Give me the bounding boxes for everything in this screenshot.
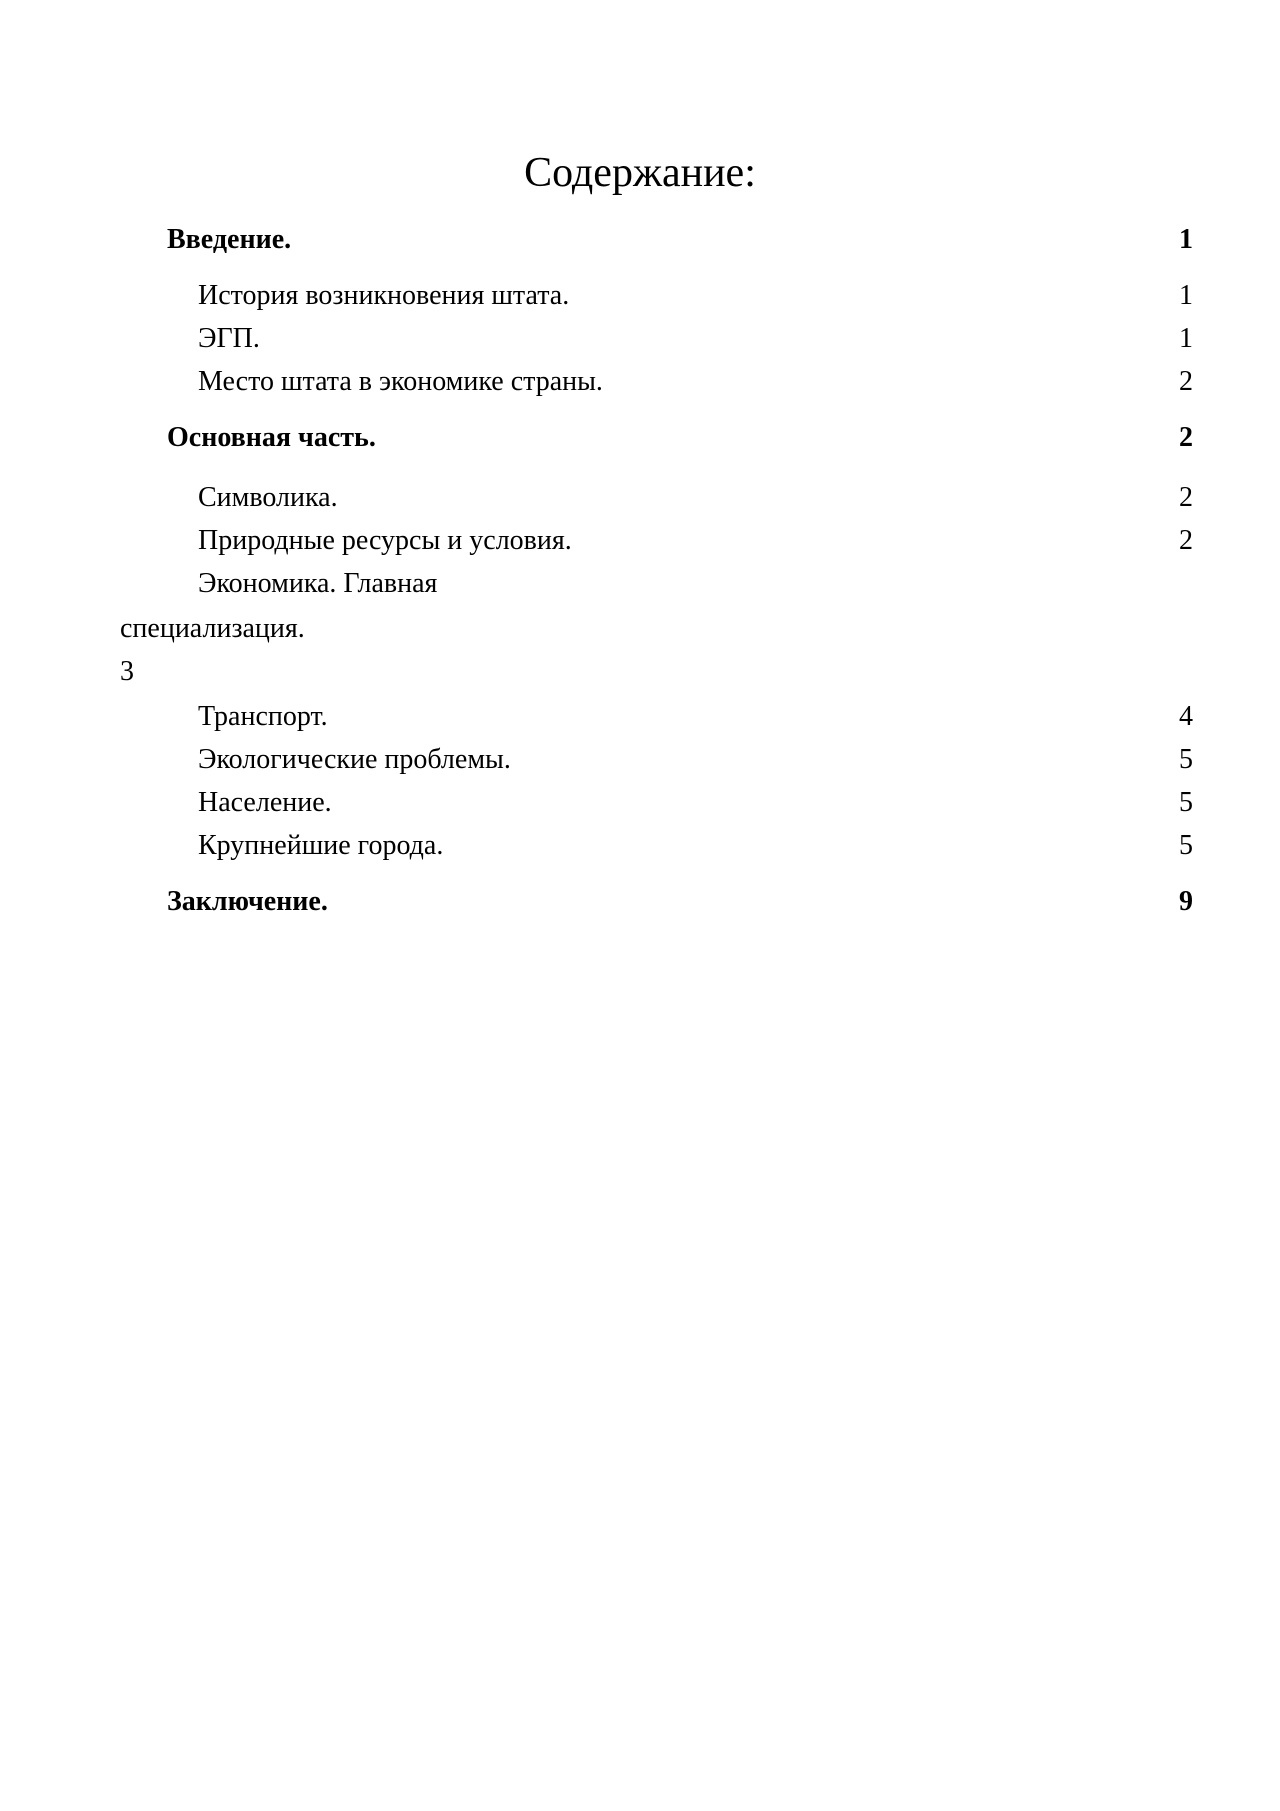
toc-entry-transport: Транспорт. [198, 701, 328, 732]
toc-page-largest-cities: 5 [1179, 830, 1193, 861]
toc-page-symbols: 2 [1179, 482, 1193, 513]
toc-page-introduction: 1 [1179, 224, 1193, 255]
toc-entry-economy-place: Место штата в экономике страны. [198, 366, 603, 397]
toc-entry-introduction: Введение. [167, 224, 292, 255]
toc-entry-population: Население. [198, 787, 332, 818]
toc-page-transport: 4 [1179, 701, 1193, 732]
toc-page-ecology: 5 [1179, 744, 1193, 775]
toc-page-economy: 3 [120, 656, 134, 687]
toc-page-natural-resources: 2 [1179, 525, 1193, 556]
toc-page-main-part: 2 [1179, 422, 1193, 453]
toc-entry-conclusion: Заключение. [167, 886, 328, 917]
toc-entry-egp: ЭГП. [198, 323, 260, 354]
toc-entry-ecology: Экологические проблемы. [198, 744, 511, 775]
toc-entry-symbols: Символика. [198, 482, 338, 513]
toc-entry-economy-continued: специализация. [120, 613, 305, 644]
toc-page-population: 5 [1179, 787, 1193, 818]
toc-page-conclusion: 9 [1179, 886, 1193, 917]
toc-entry-largest-cities: Крупнейшие города. [198, 830, 444, 861]
page-title: Содержание: [524, 150, 756, 196]
toc-entry-natural-resources: Природные ресурсы и условия. [198, 525, 572, 556]
toc-page-economy-place: 2 [1179, 366, 1193, 397]
toc-entry-history: История возникновения штата. [198, 280, 570, 311]
toc-page-egp: 1 [1179, 323, 1193, 354]
toc-entry-main-part: Основная часть. [167, 422, 376, 453]
toc-page-history: 1 [1179, 280, 1193, 311]
toc-entry-economy: Экономика. Главная [198, 568, 438, 599]
